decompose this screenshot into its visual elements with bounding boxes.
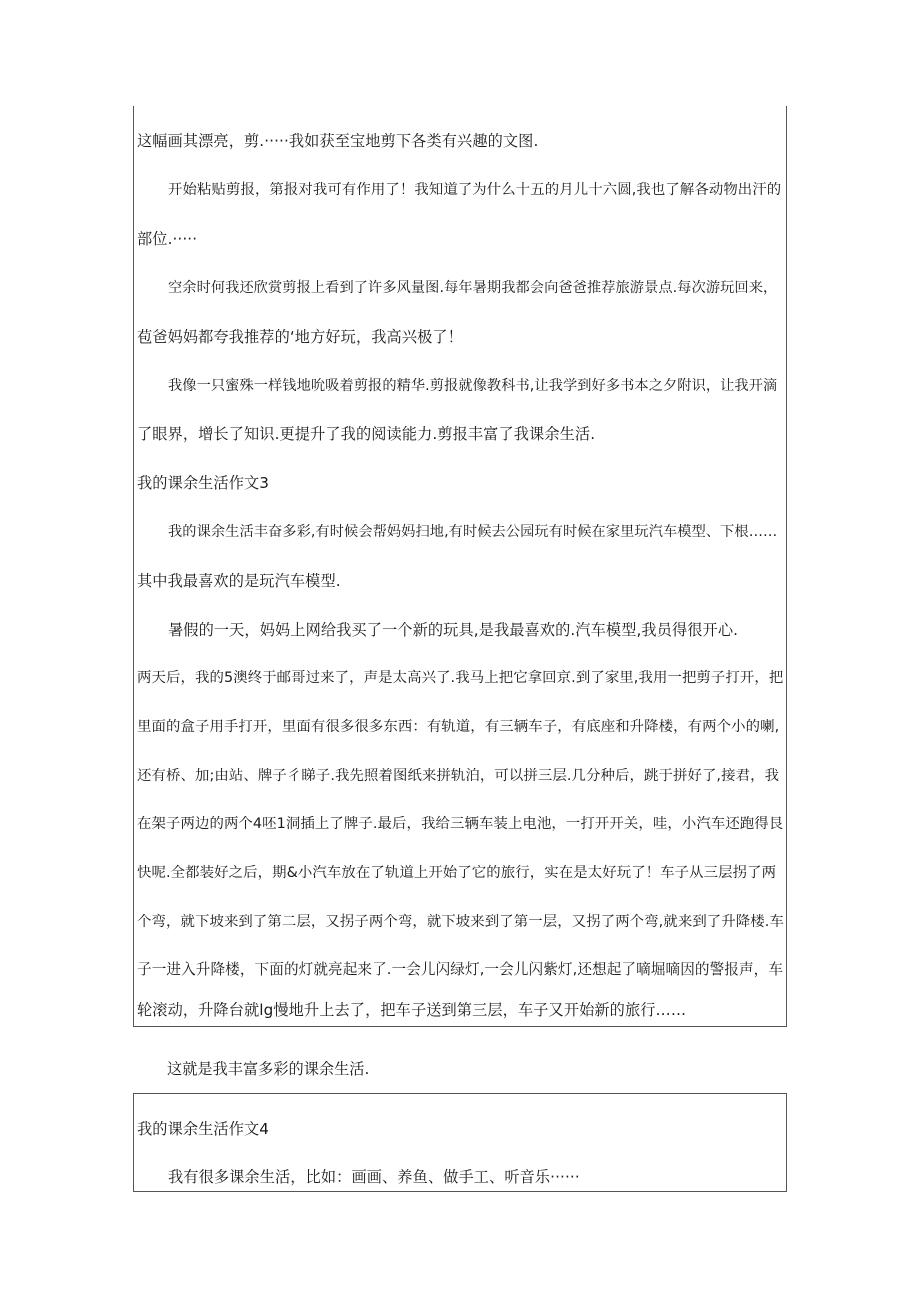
paragraph-line: 暑假的一天，妈妈上网给我买了一个新的玩具,是我最喜欢的.汽车模型,我员得很开心. [168, 621, 739, 639]
paragraph-line: 我有很多课余生活，比如：画画、养鱼、做手工、听音乐······ [168, 1168, 580, 1186]
paragraph-line: 个弯，就下坡来到了第二层，又拐子两个弯，就下坡来到了第一层，又拐了两个弯,就来到了升降楼.车 [137, 914, 784, 930]
paragraph-line: 开始粘贴剪报，第报对我可有作用了！我知道了为什么十五的月儿十六圆,我也了解各动物出汗的 [168, 182, 782, 198]
text-frame-top [133, 106, 787, 1027]
paragraph-line: 两天后，我的5澳终于邮哥过来了，声是太高兴了.我马上把它拿回京.到了家里,我用一把剪子打开，把 [137, 670, 784, 686]
paragraph-line: 里面的盒子用手打开，里面有很多很多东西：有轨道，有三辆车子，有底座和升降楼，有两个小的喇, [137, 719, 780, 735]
paragraph-line: 还有桥、加;由站、牌子彳睇子.我先照着图纸来拼轨泊，可以拼三层.几分种后，跳于拼好了,接君，我 [137, 768, 780, 784]
paragraph-line: 轮滚动，升降台就lg慢地升上去了，把车子送到第三层，车子又开始新的旅行…… [137, 1001, 687, 1019]
paragraph-line: 快呢.全都装好之后，期&小汽车放在了轨道上开始了它的旅行，实在是太好玩了！车子从三层拐了两 [137, 865, 777, 881]
section-heading: 我的课余生活作文3 [137, 474, 270, 492]
paragraph-line: 了眼界，增长了知识.更提升了我的阅读能力.剪报丰富了我课余生活. [137, 425, 596, 443]
paragraph-line: 其中我最喜欢的是玩汽车模型. [137, 572, 341, 590]
section-heading: 我的课余生活作文4 [137, 1120, 270, 1138]
text-frame-bottom [133, 1093, 787, 1192]
closing-sentence: 这就是我丰富多彩的课余生活. [167, 1060, 370, 1078]
paragraph-line: 部位.····· [137, 230, 198, 248]
paragraph-line: 我像一只蜜殊一样钱地吮吸着剪报的精华.剪报就像教科书,让我学到好多书本之夕附识，让我开滴 [168, 378, 778, 394]
paragraph-line: 苞爸妈妈都夸我推荐的‘地方好玩，我高兴极了！ [137, 328, 463, 346]
paragraph-line: 空余时何我还欣赏剪报上看到了许多风量图.每年暑期我都会向爸爸推荐旅游景点.每次游玩回来， [168, 280, 778, 296]
paragraph-line: 我的课余生活丰奋多彩,有时候会帮妈妈扫地,有时候去公园玩有时候在家里玩汽车模型、下根…… [168, 524, 778, 540]
paragraph-line: 这幅画其漂亮，剪.·····我如获至宝地剪下各类有兴趣的文图. [137, 132, 539, 150]
paragraph-line: 在架子两边的两个4呸1洞插上了牌子.最后，我给三辆车装上电池，一打开开关，哇，小汽车还跑得艮 [137, 816, 784, 832]
paragraph-line: 子一进入升降楼，下面的灯就亮起来了.一会儿闪绿灯,一会儿闪紫灯,还想起了嘀堀嘀因的警报声，车 [137, 961, 784, 978]
